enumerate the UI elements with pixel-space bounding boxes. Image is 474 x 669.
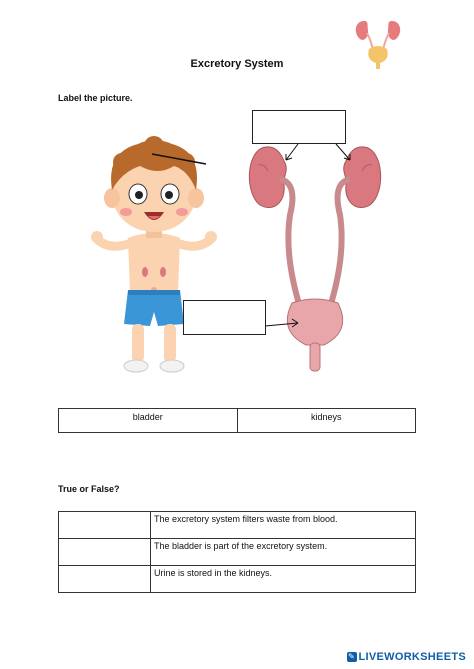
word-bank-item: bladder (59, 409, 238, 433)
true-false-title: True or False? (58, 484, 120, 494)
boy-pointer-line (150, 150, 210, 170)
answer-cell[interactable] (59, 512, 151, 539)
kidney-label-box[interactable] (252, 110, 346, 144)
statement-text: The excretory system filters waste from blood. (151, 512, 416, 539)
true-false-answer-input[interactable] (59, 566, 150, 588)
footer-brand: LIVEWORKSHEETS (358, 651, 466, 663)
bladder-label-box[interactable] (183, 300, 266, 335)
true-false-answer-input[interactable] (59, 539, 150, 561)
table-row (59, 512, 416, 539)
kidney-arrows (280, 140, 360, 170)
page-title: Excretory System (190, 58, 284, 70)
true-false-answer-input[interactable] (59, 512, 150, 534)
statement-text: Urine is stored in the kidneys. (151, 566, 416, 593)
true-false-table (58, 511, 416, 593)
urinary-system-diagram (240, 135, 390, 375)
liveworksheets-icon: ✎ (347, 652, 355, 661)
bladder-arrow (264, 316, 304, 330)
label-instruction: Label the picture. (58, 93, 133, 103)
answer-cell[interactable] (59, 539, 151, 566)
answer-cell[interactable] (59, 566, 151, 593)
word-bank (58, 408, 416, 433)
footer-logo (347, 651, 467, 663)
word-bank-item: kidneys (237, 409, 416, 433)
table-row (59, 566, 416, 593)
statement-text: The bladder is part of the excretory system. (151, 539, 416, 566)
table-row (59, 539, 416, 566)
